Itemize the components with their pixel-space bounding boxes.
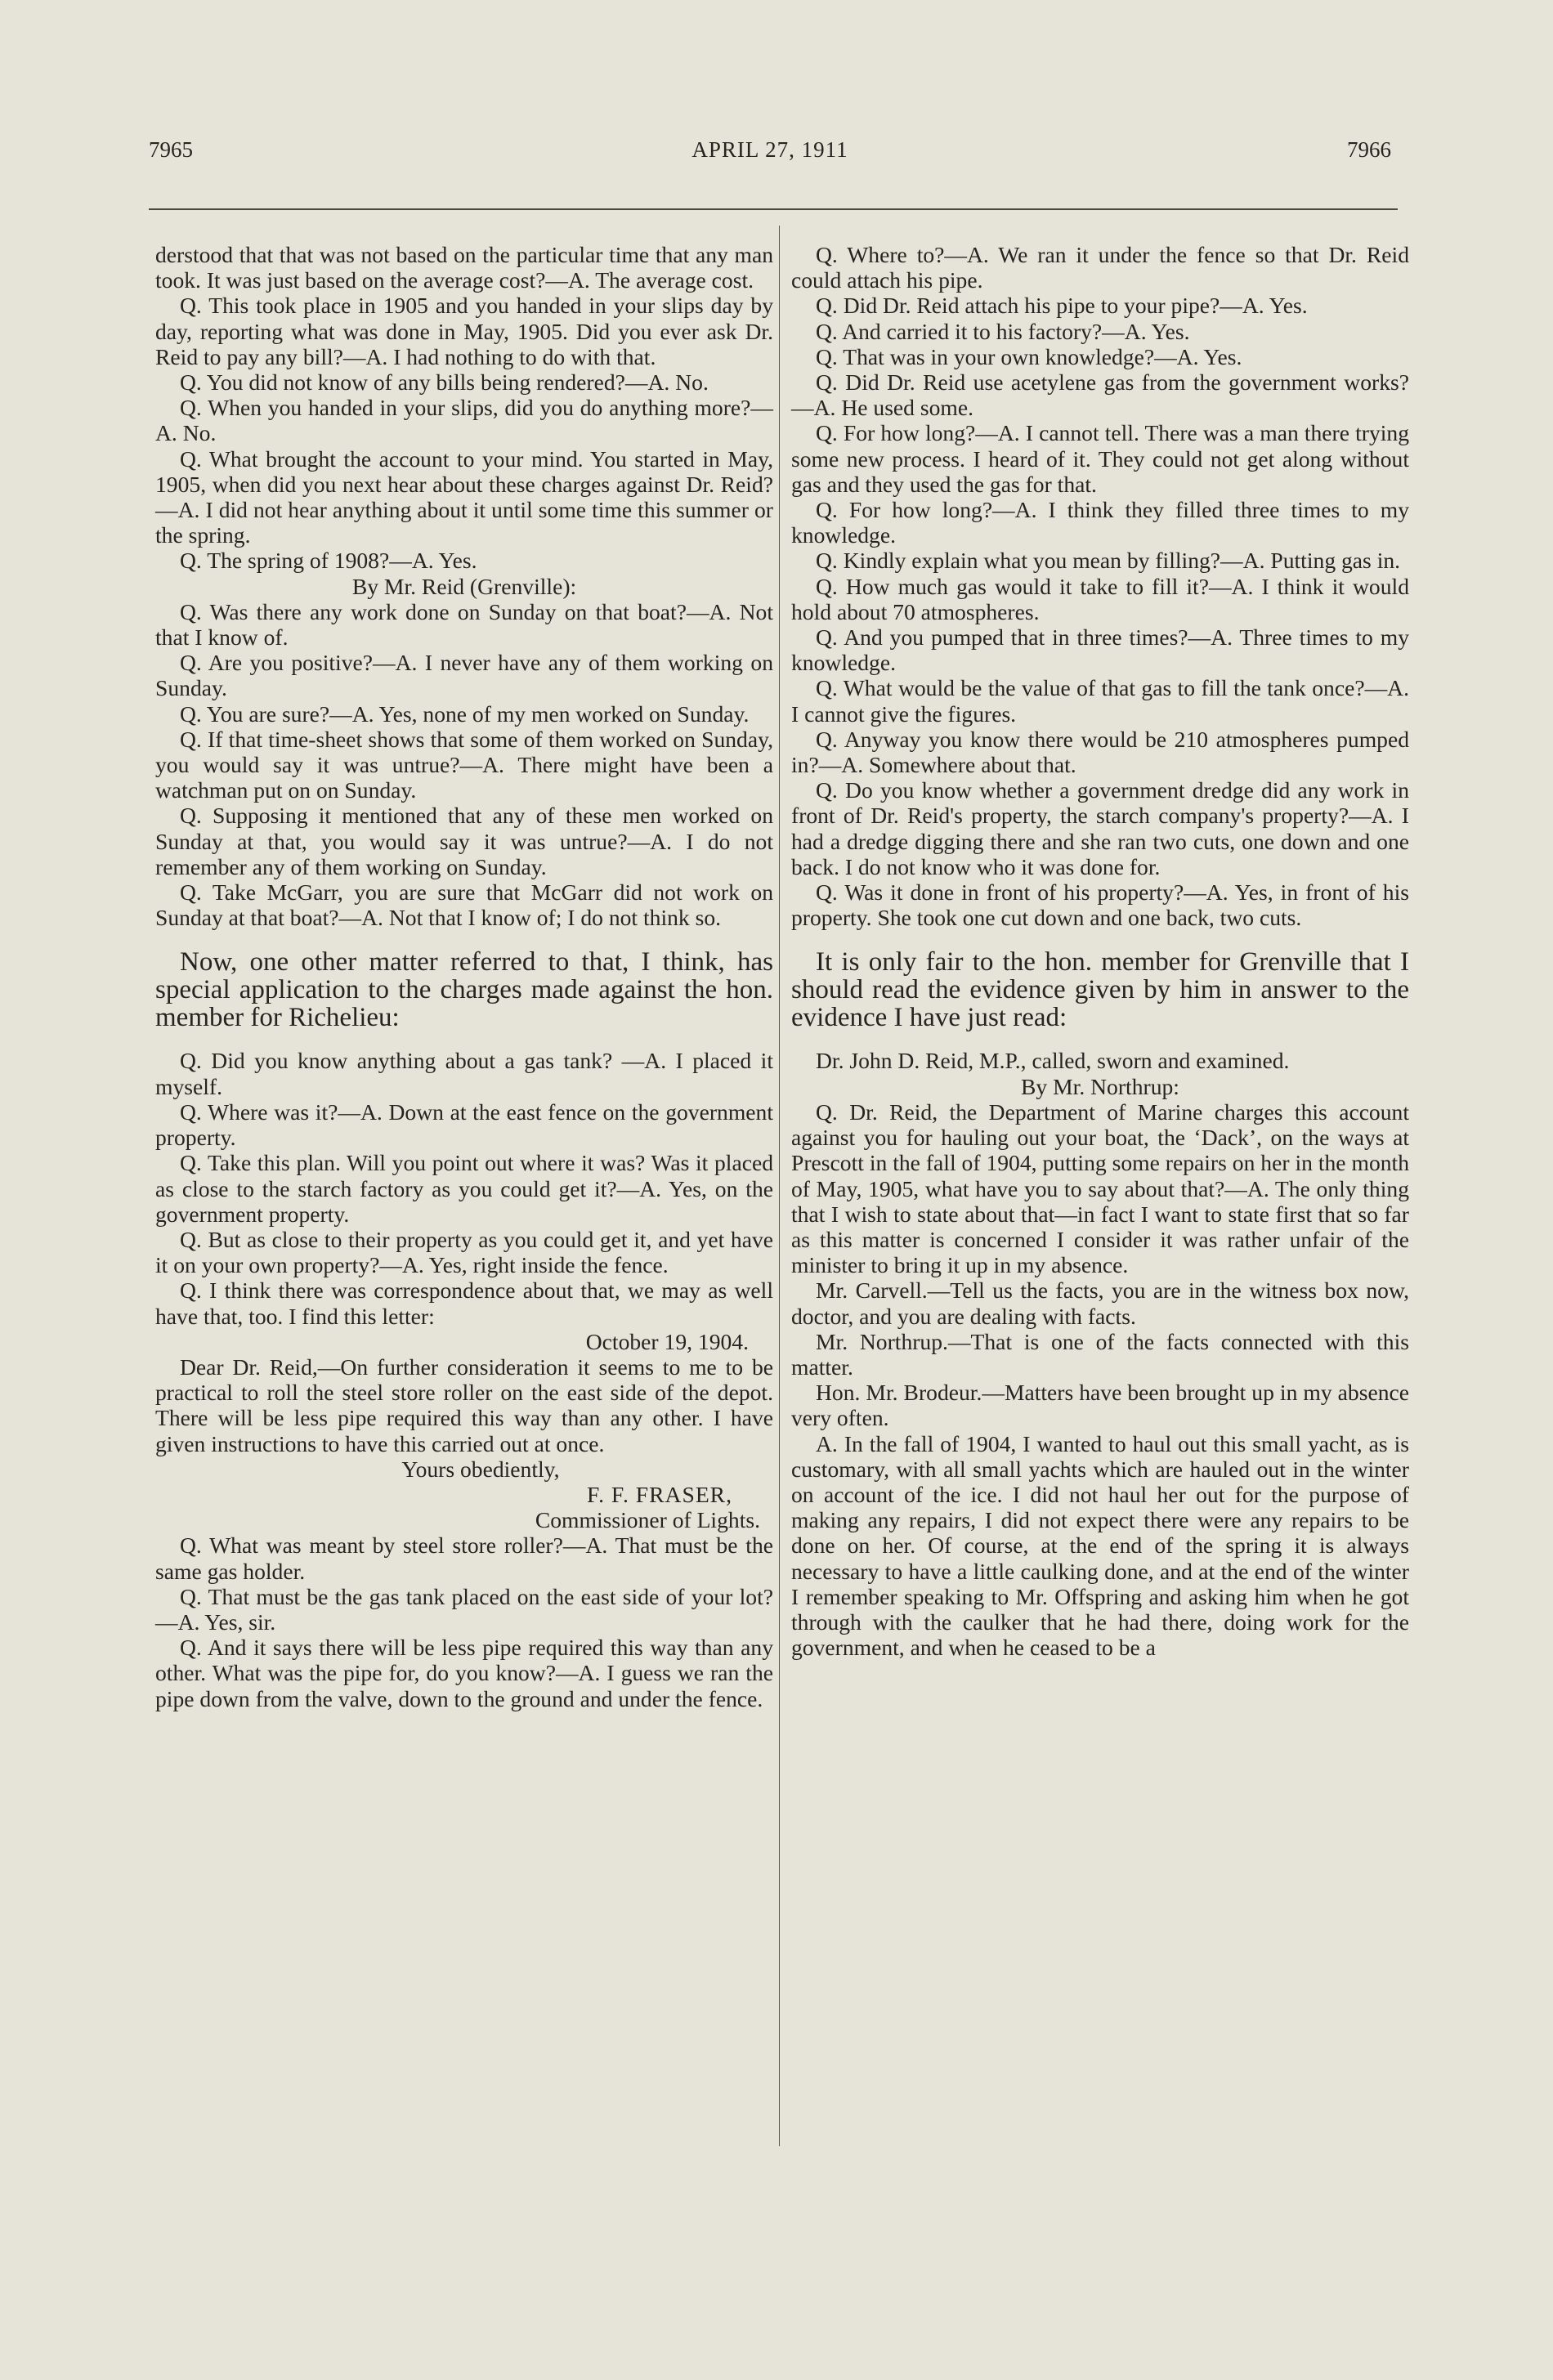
testimony-paragraph: Q. Was there any work done on Sunday on that boat?—A. Not that I know of.	[155, 598, 773, 651]
testimony-paragraph: Q. Dr. Reid, the Department of Marine charges this account against you for hauling out your boat, the ‘Dack’, on the ways at Prescott in the fall of 1904, putting some repairs on her in the month of May, 1905, what have you to say about that?—A. The only thing that I wish to state about that—in fact I want to state first that so far as this matter is concerned I consider it was rather unfair of the minister to bring it up in my absence.	[791, 1098, 1409, 1278]
testimony-paragraph: Q. But as close to their property as you could get it, and yet have it on your own property?—A. Yes, right inside the fence.	[155, 1226, 773, 1278]
letter-line: F. F. FRASER,	[586, 1481, 732, 1507]
testimony-paragraph: A. In the fall of 1904, I wanted to haul out this small yacht, as is customary, with all small yachts which are hauled out in the winter on account of the ice. I did not haul her out for the purpose of making any repairs, I did not expect there were any repairs to be done on her. Of course, at the end of the spring it is always necessary to have a little caulking done, and at the end of the winter I remember speaking to Mr. Offspring and asking him when he got through with the caulker that he had there, doing work for the government, and when he ceased to be a	[791, 1430, 1409, 1661]
letter-line: Commissioner of Lights.	[535, 1507, 760, 1533]
testimony-paragraph: Q. Kindly explain what you mean by filling?—A. Putting gas in.	[816, 548, 1401, 574]
testimony-paragraph: Q. Anyway you know there would be 210 atmospheres pumped in?—A. Somewhere about that.	[791, 726, 1409, 778]
testimony-paragraph: Q. That was in your own knowledge?—A. Yes.	[816, 343, 1242, 369]
testimony-paragraph: Q. For how long?—A. I think they filled three times to my knowledge.	[791, 497, 1409, 548]
testimony-paragraph: Q. For how long?—A. I cannot tell. There was a man there trying some new process. I heard of it. They could not get along without gas and they used the gas for that.	[791, 420, 1409, 497]
testimony-paragraph: Mr. Northrup.—That is one of the facts connected with this matter.	[791, 1328, 1409, 1380]
testimony-paragraph: Q. Take McGarr, you are sure that McGarr did not work on Sunday at that boat?—A. Not that I know of; I do not think so.	[155, 879, 773, 931]
testimony-paragraph: Dr. John D. Reid, M.P., called, sworn and examined.	[816, 1048, 1290, 1074]
testimony-paragraph: Q. Do you know whether a government dredge did any work in front of Dr. Reid's property, the starch company's property?—A. I had a dredge digging there and she ran two cuts, one down and one back. I do not know who it was done for.	[791, 777, 1409, 879]
testimony-paragraph: Mr. Carvell.—Tell us the facts, you are in the witness box now, doctor, and you are dealing with facts.	[791, 1277, 1409, 1329]
page-number-left: 7965	[149, 137, 193, 162]
speech-paragraph: It is only fair to the hon. member for Grenville that I should read the evidence given by him in answer to the evidence I have just read:	[791, 947, 1409, 1033]
testimony-paragraph: Q. Are you positive?—A. I never have any of them working on Sunday.	[155, 650, 773, 701]
testimony-paragraph: Q. If that time-sheet shows that some of them worked on Sunday, you would say it was untrue?—A. There might have been a watchman put on on Sunday.	[155, 726, 773, 803]
testimony-paragraph: Q. Take this plan. Will you point out where it was? Was it placed as close to the starch factory as you could get it?—A. Yes, on the government property.	[155, 1150, 773, 1227]
testimony-paragraph: Q. Supposing it mentioned that any of these men worked on Sunday at that, you would say it was untrue?—A. I do not remember any of them working on Sunday.	[155, 803, 773, 879]
examiner-heading: By Mr. Northrup:	[1021, 1073, 1179, 1099]
testimony-paragraph: Hon. Mr. Brodeur.—Matters have been brought up in my absence very often.	[791, 1380, 1409, 1431]
page-header	[149, 137, 1391, 170]
testimony-paragraph: Q. Where to?—A. We ran it under the fence so that Dr. Reid could attach his pipe.	[791, 242, 1409, 293]
header-rule	[149, 208, 1398, 210]
testimony-paragraph: Dear Dr. Reid,—On further consideration it seems to me to be practical to roll the steel store roller on the east side of the depot. There will be less pipe required this way than any other. I have given instructions to have this carried out at once.	[155, 1353, 773, 1456]
testimony-paragraph: derstood that that was not based on the particular time that any man took. It was just based on the average cost?—A. The average cost.	[155, 242, 773, 293]
left-column	[155, 242, 773, 1711]
testimony-paragraph: Q. What would be the value of that gas to fill the tank once?—A. I cannot give the figures.	[791, 675, 1409, 727]
testimony-paragraph: Q. When you handed in your slips, did you do anything more?—A. No.	[155, 395, 773, 446]
testimony-paragraph: Q. And it says there will be less pipe required this way than any other. What was the pipe for, do you know?—A. I guess we ran the pipe down from the valve, down to the ground and under the fence.	[155, 1635, 773, 1711]
testimony-paragraph: Q. What brought the account to your mind. You started in May, 1905, when did you next hear about these charges against Dr. Reid?—A. I did not hear anything about it until some time this summer or the spring.	[155, 445, 773, 548]
examiner-heading: By Mr. Reid (Grenville):	[351, 573, 577, 599]
right-column	[791, 242, 1409, 1660]
testimony-paragraph: Q. That must be the gas tank placed on the east side of your lot?—A. Yes, sir.	[155, 1583, 773, 1635]
letter-line: October 19, 1904.	[585, 1328, 749, 1354]
testimony-paragraph: Q. Was it done in front of his property?—A. Yes, in front of his property. She took one cut down and one back, two cuts.	[791, 879, 1409, 931]
speech-paragraph: Now, one other matter referred to that, I think, has special application to the charges made against the hon. member for Richelieu:	[155, 947, 773, 1033]
page-number-right: 7966	[1347, 137, 1391, 162]
header-date: APRIL 27, 1911	[691, 137, 848, 162]
testimony-paragraph: Q. How much gas would it take to fill it?—A. I think it would hold about 70 atmospheres.	[791, 573, 1409, 624]
testimony-paragraph: Q. Where was it?—A. Down at the east fence on the government property.	[155, 1098, 773, 1151]
testimony-paragraph: Q. The spring of 1908?—A. Yes.	[180, 548, 477, 574]
testimony-paragraph: Q. And you pumped that in three times?—A. Three times to my knowledge.	[791, 624, 1409, 676]
testimony-paragraph: Q. Did Dr. Reid attach his pipe to your pipe?—A. Yes.	[816, 293, 1308, 319]
testimony-paragraph: Q. And carried it to his factory?—A. Yes.	[816, 318, 1190, 344]
testimony-paragraph: Q. Did you know anything about a gas tank? —A. I placed it myself.	[155, 1048, 773, 1099]
testimony-paragraph: Q. This took place in 1905 and you handed in your slips day by day, reporting what was done in May, 1905. Did you ever ask Dr. Reid to pay any bill?—A. I had nothing to do with that.	[155, 293, 773, 369]
testimony-paragraph: Q. I think there was correspondence about that, we may as well have that, too. I find this letter:	[155, 1277, 773, 1329]
testimony-paragraph: Q. What was meant by steel store roller?—A. That must be the same gas holder.	[155, 1532, 773, 1584]
column-divider	[779, 226, 780, 2146]
testimony-paragraph: Q. You did not know of any bills being rendered?—A. No.	[180, 369, 709, 396]
testimony-paragraph: Q. You are sure?—A. Yes, none of my men worked on Sunday.	[180, 700, 750, 727]
testimony-paragraph: Q. Did Dr. Reid use acetylene gas from the government works?—A. He used some.	[791, 369, 1409, 421]
letter-line: Yours obediently,	[401, 1456, 560, 1482]
